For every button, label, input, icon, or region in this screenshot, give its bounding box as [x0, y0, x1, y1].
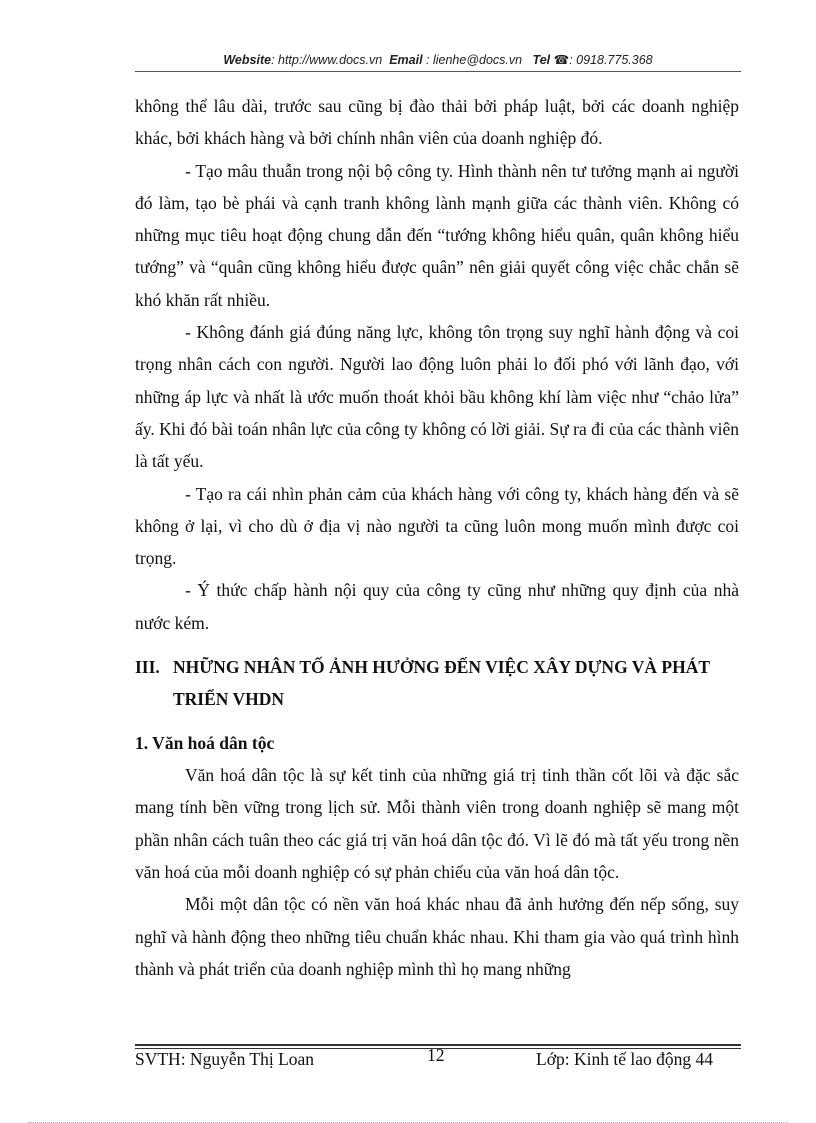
page-number: 12	[427, 1045, 445, 1065]
class-label: Lớp: Kinh tế lao động 44	[536, 1049, 713, 1069]
page-footer	[135, 1045, 741, 1075]
email-value: : lienhe@docs.vn	[426, 53, 523, 67]
tel-value: : 0918.775.368	[569, 53, 653, 67]
paragraph-culture-differences: Mỗi một dân tộc có nền văn hoá khác nhau đã ảnh hưởng đến nếp sống, suy nghĩ và hành động theo những tiêu chuẩn khác nhau. Khi tham gia vào quá trình hình thành và phát triển của doanh nghiệp mình thì họ mang những	[135, 894, 739, 979]
section-heading	[135, 651, 739, 715]
paragraph-national-culture: Văn hoá dân tộc là sự kết tinh của những giá trị tinh thần cốt lõi và đặc sắc mang tính bền vững trong lịch sử. Mỗi thành viên trong doanh nghiệp sẽ mang một phần nhân cách tuân theo các giá trị văn hoá dân tộc đó. Vì lẽ đó mà tất yếu trong nền văn hoá của mỗi doanh nghiệp có sự phản chiếu của văn hoá dân tộc.	[135, 765, 739, 882]
paragraph-bullet-discipline: - Ý thức chấp hành nội quy của công ty cũng như những quy định của nhà nước kém.	[135, 580, 739, 633]
paragraph-bullet-evaluation: - Không đánh giá đúng năng lực, không tôn trọng suy nghĩ hành động và coi trọng nhân cách con người. Người lao động luôn phải lo đối phó với lãnh đạo, với những áp lực và nhất là ước muốn thoát khỏi bầu không khí làm việc như “chảo lửa” ấy. Khi đó bài toán nhân lực của công ty không có lời giải. Sự ra đi của các thành viên là tất yếu.	[135, 322, 739, 472]
section-number: III.	[135, 657, 160, 678]
website-label: Website	[223, 53, 272, 67]
email-label: Email	[389, 53, 423, 67]
paragraph-continuation: không thể lâu dài, trước sau cũng bị đào thải bởi pháp luật, bởi các doanh nghiệp khác, bởi khách hàng và bởi chính nhân viên của doanh nghiệp đó.	[135, 96, 739, 149]
paragraph-bullet-customer: - Tạo ra cái nhìn phản cảm của khách hàng với công ty, khách hàng đến và sẽ không ở lại, vì cho dù ở địa vị nào người ta cũng luôn mong muốn mình được coi trọng.	[135, 483, 739, 569]
paragraph-bullet-conflict: - Tạo mâu thuẫn trong nội bộ công ty. Hình thành nên tư tưởng mạnh ai người đó làm, tạo bè phái và cạnh tranh không lành mạnh giữa các thành viên. Không có những mục tiêu hoạt động chung dẫn đến “tướng không hiểu quân, quân không hiểu tướng” và “quân cũng không hiểu được quân” nên giải quyết công việc chắc chắn sẽ khó khăn rất nhiều.	[135, 160, 739, 310]
section-title: NHỮNG NHÂN TỐ ẢNH HƯỞNG ĐẾN VIỆC XÂY DỰNG VÀ PHÁT TRIỂN VHDN	[173, 657, 710, 710]
subsection-heading: 1. Văn hoá dân tộc	[135, 733, 275, 754]
website-value: : http://www.docs.vn	[271, 53, 383, 67]
tel-label: Tel	[532, 53, 551, 67]
page-header	[135, 52, 741, 67]
phone-icon: ☎	[553, 53, 570, 67]
document-body	[135, 90, 739, 985]
student-name: SVTH: Nguyễn Thị Loan	[135, 1049, 315, 1069]
header-rule	[135, 71, 741, 72]
